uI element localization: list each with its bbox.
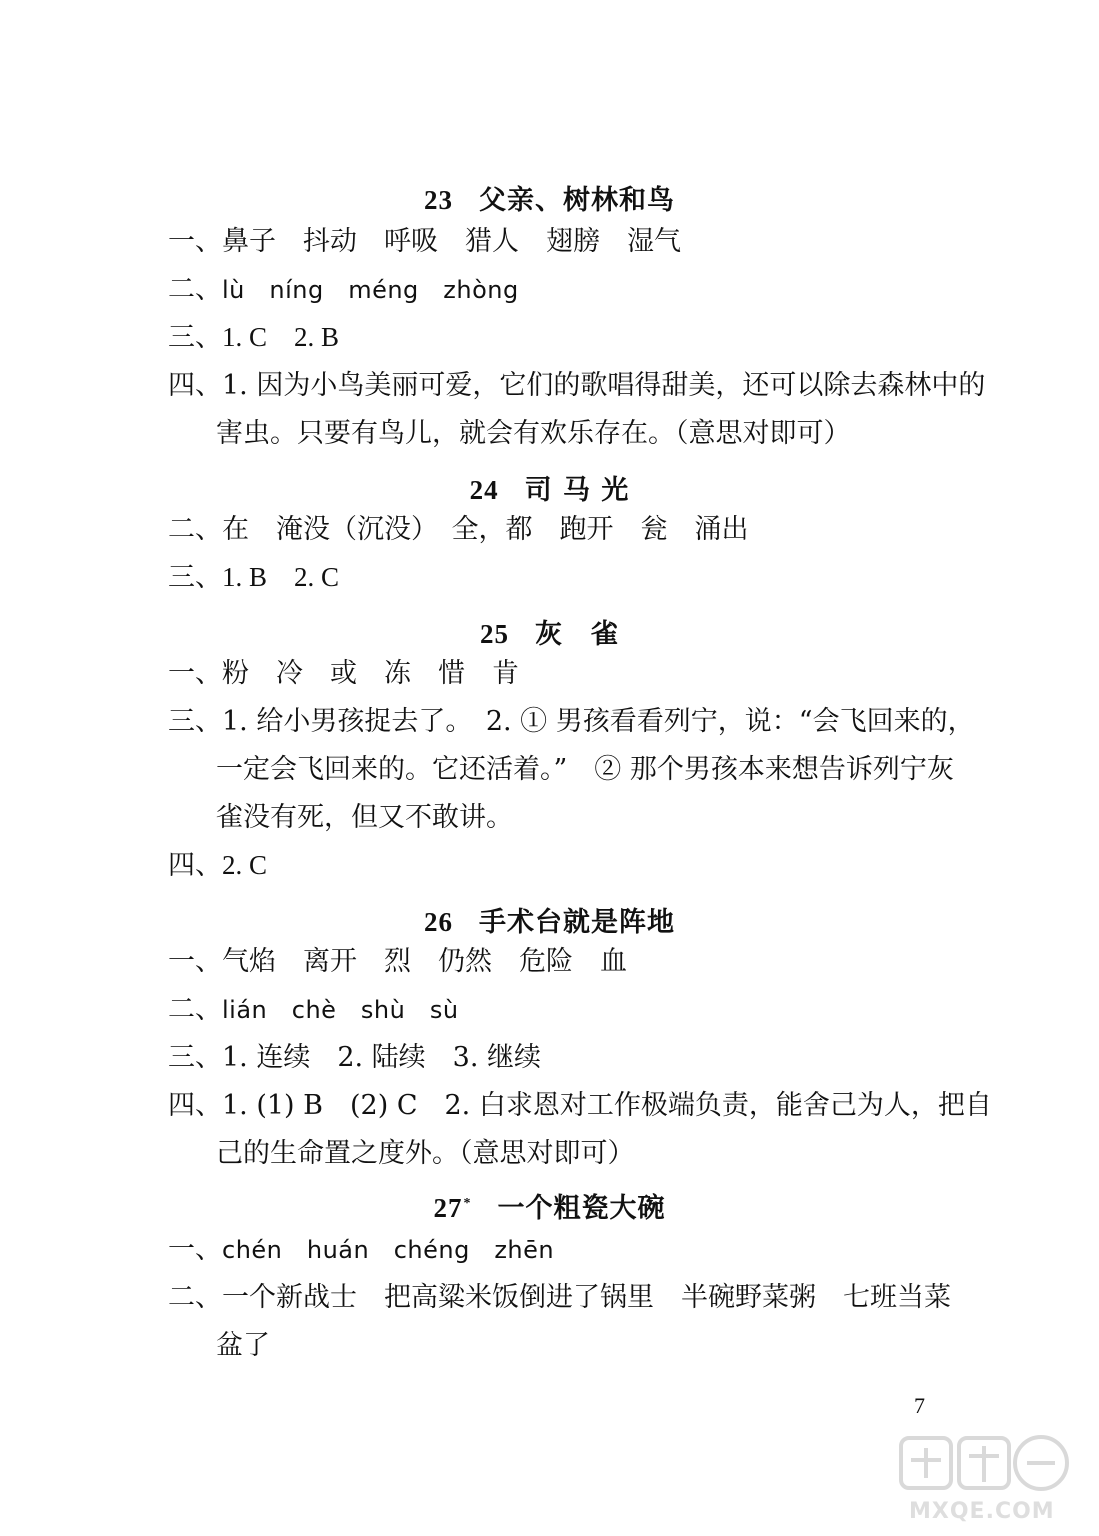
line-label: 四、	[168, 1090, 222, 1121]
answer-line	[168, 708, 975, 735]
line-text: 1. B 2. C	[222, 562, 340, 592]
answer-line	[168, 1284, 951, 1311]
watermark-url: MXQE.COM	[909, 1499, 1055, 1524]
section-number: 25	[480, 619, 509, 649]
line-label: 一、	[168, 226, 222, 257]
line-label: 三、	[168, 706, 222, 737]
line-text: chén huán chéng zhēn	[222, 1236, 555, 1264]
section-title-text: 灰 雀	[535, 619, 619, 650]
answer-line	[168, 372, 985, 399]
watermark-logo-icon	[891, 1430, 1081, 1500]
answer-line	[168, 1044, 541, 1071]
line-label: 二、	[168, 994, 222, 1025]
optional-lesson-mark: *	[463, 1196, 472, 1211]
answer-line	[168, 276, 519, 303]
page-number: 7	[914, 1393, 925, 1418]
answer-line	[168, 1092, 992, 1119]
line-label: 四、	[168, 850, 222, 881]
line-label: 一、	[168, 1234, 222, 1265]
line-label: 二、	[168, 274, 222, 305]
line-text: 在 淹没（沉没） 全，都 跑开 瓮 涌出	[222, 514, 749, 545]
line-label: 二、	[168, 514, 222, 545]
line-text: 害虫。只要有鸟儿，就会有欢乐存在。（意思对即可）	[216, 418, 851, 449]
answer-line	[168, 852, 267, 879]
watermark	[891, 1430, 1081, 1526]
line-text: 一个新战士 把高粱米饭倒进了锅里 半碗野菜粥 七班当菜	[222, 1282, 951, 1313]
section-title-26	[0, 900, 1099, 939]
line-label: 四、	[168, 370, 222, 401]
answer-line-continued	[216, 756, 954, 783]
line-text: 气焰 离开 烈 仍然 危险 血	[222, 946, 627, 977]
line-text: lù níng méng zhòng	[222, 276, 519, 304]
line-text: 1. 因为小鸟美丽可爱，它们的歌唱得甜美，还可以除去森林中的	[222, 370, 986, 401]
section-title-25	[0, 612, 1099, 651]
section-number	[434, 1193, 472, 1223]
section-number: 24	[469, 475, 499, 505]
line-label: 三、	[168, 1042, 222, 1073]
line-label: 三、	[168, 322, 222, 353]
answer-line-continued	[216, 420, 851, 447]
section-title-text: 手术台就是阵地	[479, 907, 675, 938]
answer-line-continued	[216, 1140, 635, 1167]
section-number: 23	[424, 185, 453, 215]
answer-line-continued	[216, 1332, 270, 1359]
line-text: 1. 连续 2. 陆续 3. 继续	[222, 1042, 542, 1073]
line-text: 1. 给小男孩捉去了。 2. ① 男孩看看列宁，说：“会飞回来的，	[222, 706, 975, 737]
section-number-value: 27	[433, 1193, 463, 1223]
section-title-24	[0, 468, 1099, 507]
line-text: 一定会飞回来的。它还活着。” ② 那个男孩本来想告诉列宁灰	[216, 754, 954, 785]
line-label: 一、	[168, 946, 222, 977]
answer-line	[168, 948, 627, 975]
answer-line	[168, 516, 749, 543]
answer-line	[168, 324, 339, 351]
section-title-text: 一个粗瓷大碗	[497, 1193, 666, 1224]
section-number: 26	[424, 907, 453, 937]
answer-line	[168, 996, 459, 1023]
answer-line	[168, 1236, 554, 1263]
line-text: 1. (1) B (2) C 2. 白求恩对工作极端负责，能舍己为人，把自	[222, 1090, 992, 1121]
section-title-27	[0, 1186, 1099, 1225]
line-text: 己的生命置之度外。（意思对即可）	[216, 1138, 635, 1169]
line-text: 盆了	[216, 1330, 270, 1361]
answer-line-continued	[216, 804, 513, 831]
line-label: 二、	[168, 1282, 222, 1313]
section-title-text: 司 马 光	[524, 475, 630, 506]
line-text: 雀没有死，但又不敢讲。	[216, 802, 513, 833]
answer-line	[168, 228, 681, 255]
line-label: 三、	[168, 562, 222, 593]
answer-line	[168, 660, 519, 687]
line-text: 1. C 2. B	[222, 322, 340, 352]
line-text: 粉 冷 或 冻 惜 肯	[222, 658, 519, 689]
section-title-text: 父亲、树林和鸟	[479, 185, 675, 216]
line-text: 鼻子 抖动 呼吸 猎人 翅膀 湿气	[222, 226, 681, 257]
line-label: 一、	[168, 658, 222, 689]
line-text: 2. C	[222, 850, 268, 880]
answer-line	[168, 564, 339, 591]
section-title-23	[0, 178, 1099, 217]
line-text: lián chè shù sù	[222, 996, 459, 1024]
